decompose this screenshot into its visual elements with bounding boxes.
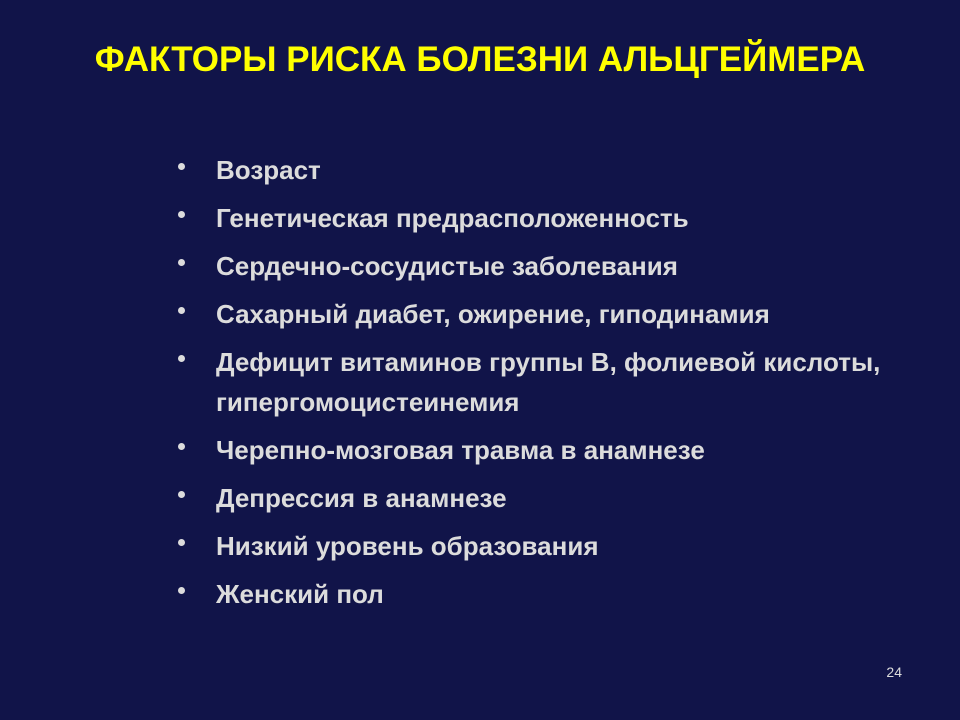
list-item-text: Возраст bbox=[216, 155, 321, 185]
bullet-icon bbox=[178, 443, 185, 450]
list-item-text: Низкий уровень образования bbox=[216, 531, 599, 561]
list-item bbox=[178, 294, 938, 334]
list-item bbox=[178, 246, 938, 286]
list-item-text: Дефицит витаминов группы В, фолиевой кислоты, гипергомоцистеинемия bbox=[216, 347, 881, 417]
list-item-text: Депрессия в анамнезе bbox=[216, 483, 507, 513]
bullet-icon bbox=[178, 211, 185, 218]
list-item-text: Генетическая предрасположенность bbox=[216, 203, 689, 233]
list-item-text: Сахарный диабет, ожирение, гиподинамия bbox=[216, 299, 770, 329]
list-item bbox=[178, 150, 938, 190]
bullet-icon bbox=[178, 539, 185, 546]
list-item bbox=[178, 198, 938, 238]
list-item bbox=[178, 478, 938, 518]
bullet-icon bbox=[178, 163, 185, 170]
list-item-text: Сердечно-сосудистые заболевания bbox=[216, 251, 678, 281]
list-item bbox=[178, 526, 938, 566]
list-item bbox=[178, 430, 938, 470]
list-item-text: Женский пол bbox=[216, 579, 384, 609]
bullet-icon bbox=[178, 491, 185, 498]
list-item bbox=[178, 342, 938, 422]
bullet-icon bbox=[178, 355, 185, 362]
list-item-text: Черепно-мозговая травма в анамнезе bbox=[216, 435, 705, 465]
list-item bbox=[178, 574, 938, 614]
bullet-icon bbox=[178, 587, 185, 594]
risk-factor-list bbox=[178, 150, 938, 622]
page-number: 24 bbox=[886, 664, 902, 680]
slide-title: ФАКТОРЫ РИСКА БОЛЕЗНИ АЛЬЦГЕЙМЕРА bbox=[94, 40, 866, 79]
bullet-icon bbox=[178, 259, 185, 266]
bullet-icon bbox=[178, 307, 185, 314]
